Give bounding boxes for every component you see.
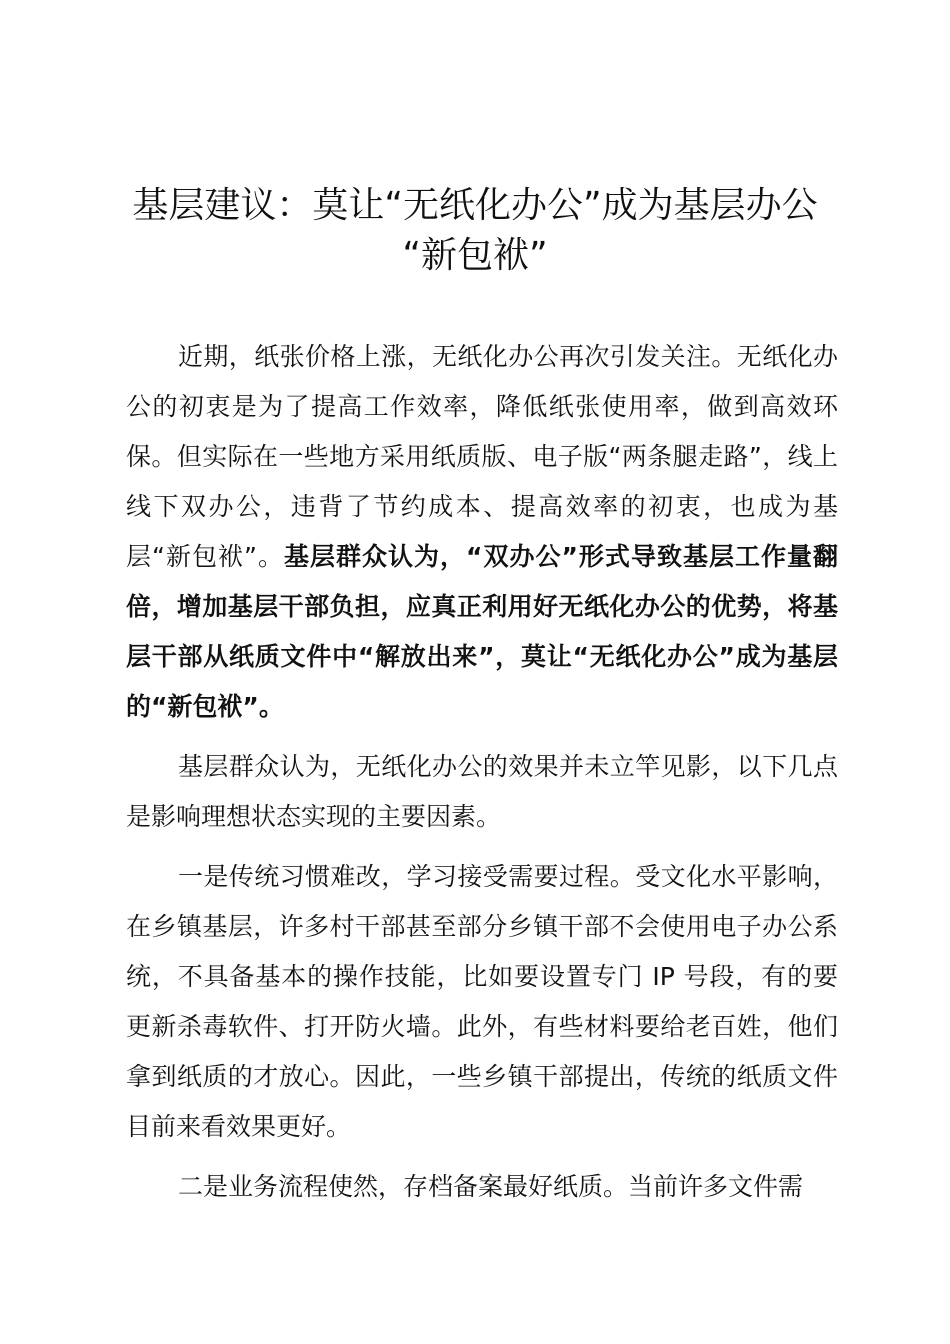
paragraph-intro-bold: 基层群众认为，“双办公”形式导致基层工作量翻倍，增加基层干部负担，应真正利用好无纸化办公的优势，将基层干部从纸质文件中“解放出来”，莫让“无纸化办公”成为基层的“新包袱”。 [126, 542, 838, 721]
paragraph-factors [126, 742, 838, 842]
paragraph-point-2-text: 二是业务流程使然，存档备案最好纸质。当前许多文件需 [178, 1172, 804, 1201]
paragraph-point-1 [126, 852, 838, 1152]
paragraph-point-1-text: 一是传统习惯难改，学习接受需要过程。受文化水平影响，在乡镇基层，许多村干部甚至部分乡镇干部不会使用电子办公系统，不具备基本的操作技能，比如要设置专门 IP 号段，有的要更新杀毒软件、打开防火墙。此外，有些材料要给老百姓，他们拿到纸质的才放心。因此，一些乡镇干部提出，传统的纸质文件目前来看效果更好。 [126, 862, 838, 1141]
document-body [126, 332, 838, 1212]
title-line-2: “新包袱” [402, 235, 548, 276]
paragraph-factors-text: 基层群众认为，无纸化办公的效果并未立竿见影，以下几点是影响理想状态实现的主要因素。 [126, 752, 838, 831]
paragraph-intro-text: 近期，纸张价格上涨，无纸化办公再次引发关注。无纸化办公的初衷是为了提高工作效率，降低纸张使用率，做到高效环保。但实际在一些地方采用纸质版、电子版“两条腿走路”，线上线下双办公，违背了节约成本、提高效率的初衷，也成为基层“新包袱”。 [126, 342, 838, 571]
title-line-1: 基层建议：莫让“无纸化办公”成为基层办公 [132, 185, 818, 226]
paragraph-point-2 [126, 1162, 838, 1212]
paragraph-intro [126, 332, 838, 732]
document-title [110, 181, 840, 281]
